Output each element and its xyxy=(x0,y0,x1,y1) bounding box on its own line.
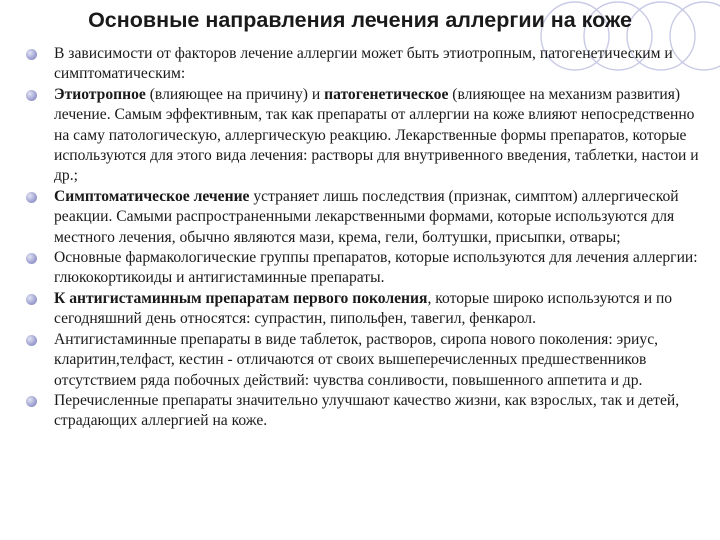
bullet-icon xyxy=(26,192,37,203)
bullet-icon xyxy=(26,49,37,60)
slide-title: Основные направления лечения аллергии на коже xyxy=(88,8,632,32)
bullet-icon xyxy=(26,90,37,101)
list-item xyxy=(26,248,710,289)
list-item xyxy=(26,330,710,391)
bullet-icon xyxy=(26,294,37,305)
list-item xyxy=(26,85,710,187)
item-text: В зависимости от факторов лечение аллергии может быть этиотропным, патогенетическим и симптоматическим: xyxy=(54,45,673,83)
list-item xyxy=(26,187,710,248)
item-text: Перечисленные препараты значительно улучшают качество жизни, как взрослых, так и детей, страдающих аллергией на коже. xyxy=(54,391,680,430)
bullet-icon xyxy=(26,253,37,264)
item-text: Симптоматическое лечение устраняет лишь последствия (признак, симптом) аллергической реакции. Самыми распространенными лекарственными формами, которые используются для местного лечения, обычно являются мази, крема, гели, болтушки, присыпки, отвары; xyxy=(54,187,679,246)
bullet-icon xyxy=(26,335,37,346)
list-item xyxy=(26,44,710,85)
bullet-list xyxy=(26,44,710,432)
bullet-icon xyxy=(26,396,37,407)
item-text: К антигистаминным препаратам первого поколения, которые широко используются и по сегодняшний день относятся: супрастин, пипольфен, тавегил, фенкарол. xyxy=(54,289,673,328)
list-item xyxy=(26,391,710,432)
item-text: Основные фармакологические группы препаратов, которые используются для лечения аллергии: глюкокортикоиды и антигистаминные препараты. xyxy=(54,249,698,287)
item-text: Этиотропное (влияющее на причину) и патогенетическое (влияющее на механизм развития) лечение. Самым эффективным, так как препараты от аллергии на коже влияют непосредственно на саму патологическую, аллергическую реакцию. Лекарственные формы препаратов, которые используются для этого вида лечения: растворы для внутривенного введения, таблетки, настои и др.; xyxy=(54,85,699,185)
list-item xyxy=(26,289,710,330)
item-text: Антигистаминные препараты в виде таблеток, растворов, сиропа нового поколения: эриус, кларитин,телфаст, кестин - отличаются от своих вышеперечисленных предшественников отсутствием ряда побочных действий: чувства сонливости, повышенного аппетита и др. xyxy=(54,330,659,389)
